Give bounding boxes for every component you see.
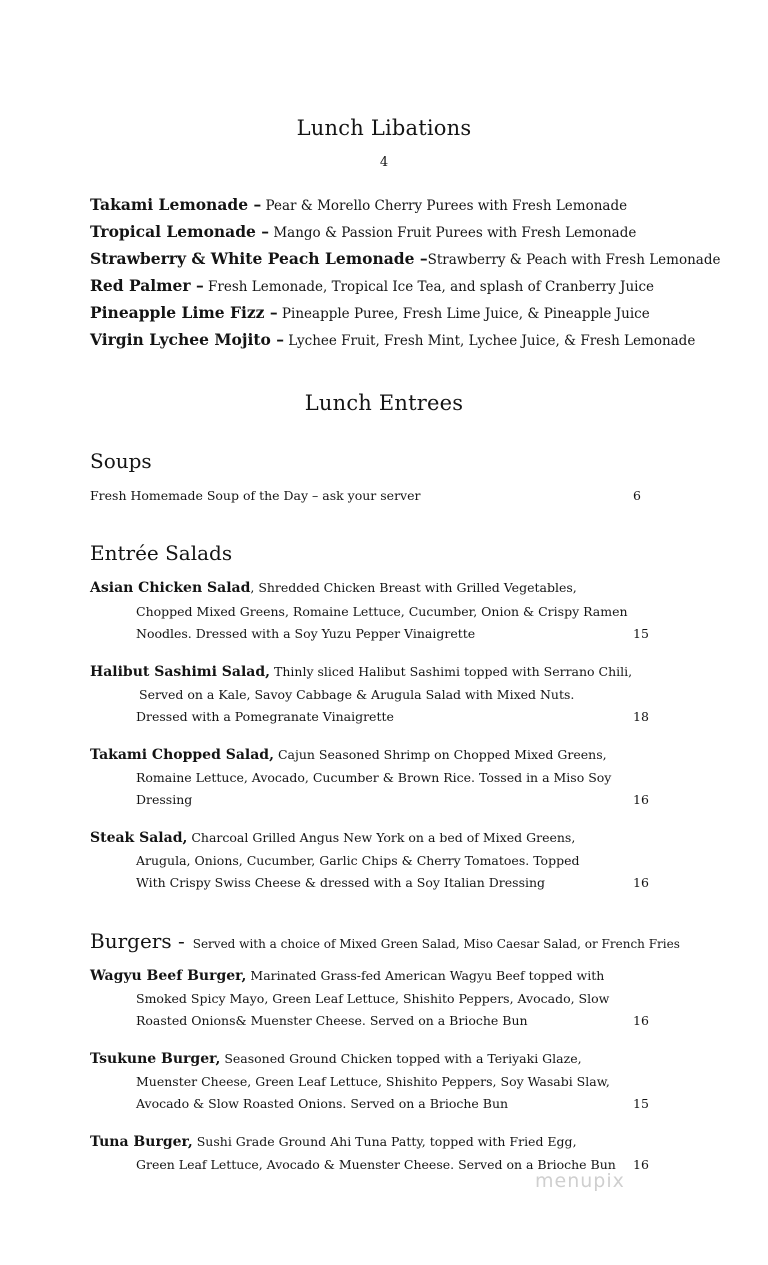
salad-price: 15: [633, 626, 649, 641]
libation-desc: Lychee Fruit, Fresh Mint, Lychee Juice, & Fresh Lemonade: [284, 333, 696, 349]
burger-desc: Marinated Grass-fed American Wagyu Beef topped with: [246, 968, 605, 983]
burger-name: Wagyu Beef Burger,: [90, 968, 247, 984]
page-number: 4: [379, 155, 389, 170]
salad-name: Takami Chopped Salad,: [90, 747, 274, 763]
salad-item: [90, 580, 577, 596]
libation-name: Takami Lemonade –: [90, 195, 262, 214]
burger-name: Tuna Burger,: [90, 1134, 193, 1150]
burger-price: 16: [633, 1013, 649, 1028]
burger-item: [90, 1134, 577, 1150]
burgers-header: [90, 929, 680, 953]
libation-item: [90, 249, 720, 268]
salad-price: 16: [633, 875, 649, 890]
libation-desc: Mango & Passion Fruit Purees with Fresh Lemonade: [269, 225, 637, 241]
libation-name: Tropical Lemonade –: [90, 222, 270, 241]
salad-desc: Romaine Lettuce, Avocado, Cucumber & Brown Rice. Tossed in a Miso Soy: [136, 770, 612, 785]
salad-desc: Dressing: [136, 792, 193, 807]
burger-item: [90, 968, 604, 984]
soup-price: 6: [633, 488, 641, 503]
burgers-dash: -: [171, 929, 185, 953]
salad-desc: Charcoal Grilled Angus New York on a bed of Mixed Greens,: [187, 830, 576, 845]
burger-price: 15: [633, 1096, 649, 1111]
salad-price: 16: [633, 792, 649, 807]
libation-desc: Strawberry & Peach with Fresh Lemonade: [427, 252, 721, 268]
soup-line: Fresh Homemade Soup of the Day – ask your server: [90, 488, 421, 503]
entrees-title: Lunch Entrees: [304, 391, 464, 415]
libation-item: [90, 303, 650, 322]
burger-item: [90, 1051, 582, 1067]
salad-desc: With Crispy Swiss Cheese & dressed with a Soy Italian Dressing: [136, 875, 546, 890]
salad-desc: Chopped Mixed Greens, Romaine Lettuce, Cucumber, Onion & Crispy Ramen: [136, 604, 628, 619]
salad-desc: Dressed with a Pomegranate Vinaigrette: [136, 709, 394, 724]
salad-desc: Thinly sliced Halibut Sashimi topped with Serrano Chili,: [270, 664, 633, 679]
libation-desc: Pear & Morello Cherry Purees with Fresh Lemonade: [261, 198, 628, 214]
libation-item: [90, 276, 654, 295]
salad-desc: , Shredded Chicken Breast with Grilled Vegetables,: [250, 580, 577, 595]
salad-name: Halibut Sashimi Salad,: [90, 664, 271, 680]
burger-desc: Avocado & Slow Roasted Onions. Served on a Brioche Bun: [136, 1096, 509, 1111]
salad-price: 18: [633, 709, 649, 724]
burger-desc: Seasoned Ground Chicken topped with a Teriyaki Glaze,: [220, 1051, 582, 1066]
salad-name: Asian Chicken Salad: [90, 580, 251, 596]
libation-name: Pineapple Lime Fizz –: [90, 303, 278, 322]
burger-desc: Sushi Grade Ground Ahi Tuna Patty, topped with Fried Egg,: [192, 1134, 577, 1149]
soups-heading: Soups: [90, 449, 152, 473]
salad-desc: Cajun Seasoned Shrimp on Chopped Mixed Greens,: [273, 747, 607, 762]
libations-title: Lunch Libations: [296, 116, 472, 140]
burger-desc: Muenster Cheese, Green Leaf Lettuce, Shishito Peppers, Soy Wasabi Slaw,: [136, 1074, 610, 1089]
watermark: menupix: [535, 1170, 625, 1192]
burger-name: Tsukune Burger,: [90, 1051, 221, 1067]
burgers-note: Served with a choice of Mixed Green Salad, Miso Caesar Salad, or French Fries: [192, 937, 680, 951]
burger-desc: Green Leaf Lettuce, Avocado & Muenster Cheese. Served on a Brioche Bun: [136, 1157, 616, 1172]
salad-desc: Arugula, Onions, Cucumber, Garlic Chips & Cherry Tomatoes. Topped: [136, 853, 580, 868]
burger-price: 16: [633, 1157, 649, 1172]
salad-item: [90, 830, 575, 846]
libation-item: [90, 330, 695, 349]
salads-heading: Entrée Salads: [90, 541, 233, 565]
salad-desc: Served on a Kale, Savoy Cabbage & Arugula Salad with Mixed Nuts.: [139, 687, 575, 702]
salad-item: [90, 747, 607, 763]
burger-desc: Roasted Onions& Muenster Cheese. Served on a Brioche Bun: [136, 1013, 528, 1028]
libation-desc: Fresh Lemonade, Tropical Ice Tea, and splash of Cranberry Juice: [203, 279, 655, 295]
burgers-heading: Burgers: [90, 929, 172, 953]
libation-name: Virgin Lychee Mojito –: [90, 330, 285, 349]
salad-item: [90, 664, 632, 680]
salad-desc: Noodles. Dressed with a Soy Yuzu Pepper Vinaigrette: [136, 626, 476, 641]
libation-desc: Pineapple Puree, Fresh Lime Juice, & Pineapple Juice: [277, 306, 650, 322]
libation-item: [90, 222, 636, 241]
libation-name: Strawberry & White Peach Lemonade –: [90, 249, 428, 268]
salad-name: Steak Salad,: [90, 830, 188, 846]
burger-desc: Smoked Spicy Mayo, Green Leaf Lettuce, Shishito Peppers, Avocado, Slow: [136, 991, 610, 1006]
libation-item: [90, 195, 627, 214]
libation-name: Red Palmer –: [90, 276, 204, 295]
